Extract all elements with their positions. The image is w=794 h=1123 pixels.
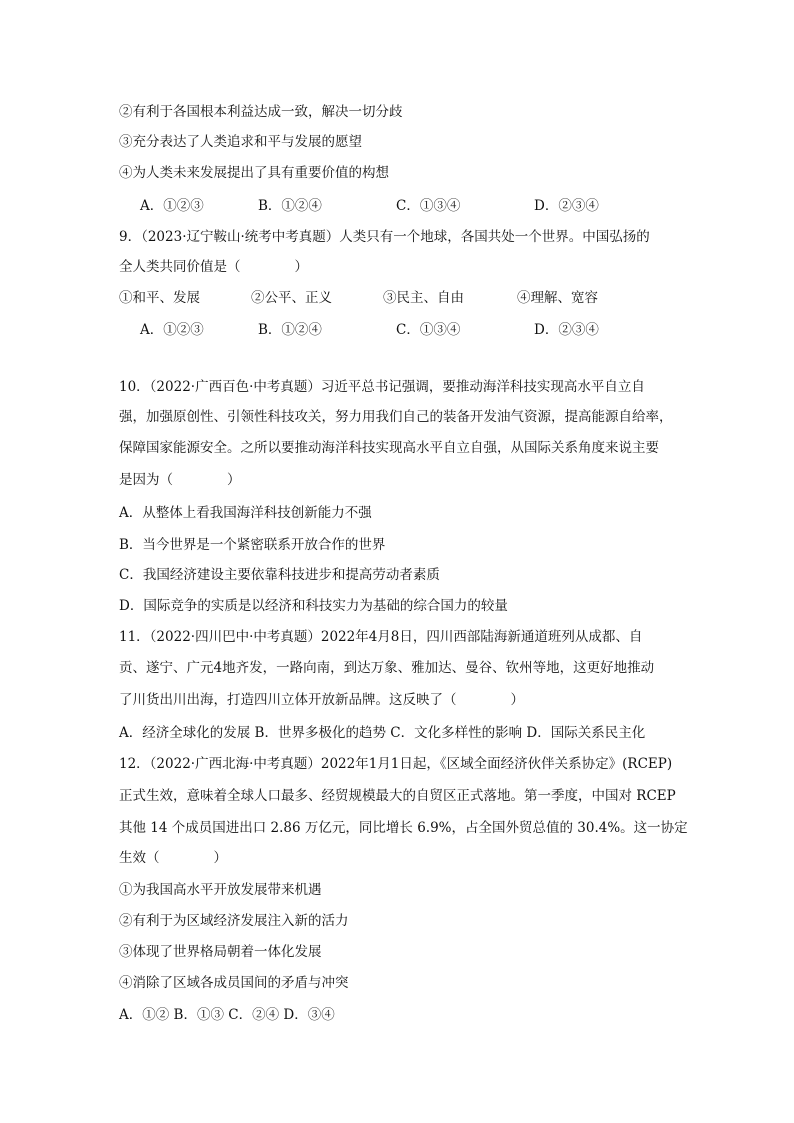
q9-stem-line-1: 9．（2023·辽宁鞍山·统考中考真题）人类只有一个地球，各国共处一个世界。中国弘扬的 — [119, 229, 650, 245]
q10-stem-line-4: 是因为（ ） — [119, 472, 241, 488]
q9-option-d[interactable]: D．②③④ — [534, 322, 599, 338]
q11-stem-line-1: 11．（2022·四川巴中·中考真题）2022年4月8日，四川西部陆海新通道班列从成都、自 — [119, 629, 643, 645]
q9-items — [119, 288, 679, 308]
q10-stem-line-3: 保障国家能源安全。之所以要推动海洋科技实现高水平自立自强，从国际关系角度来说主要 — [119, 440, 659, 456]
q9-stem-line-2: 全人类共同价值是（ ） — [119, 259, 308, 275]
q8-statement-3: ③充分表达了人类追求和平与发展的愿望 — [119, 134, 362, 150]
q8-option-a[interactable]: A．①②③ — [140, 198, 204, 214]
q12-item-1: ①为我国高水平开放发展带来机遇 — [119, 882, 322, 898]
q8-option-c[interactable]: C．①③④ — [396, 198, 461, 214]
q9-item-1: ①和平、发展 — [119, 290, 200, 306]
q12-stem-line-3: 其他 14 个成员国进出口 2.86 万亿元，同比增长 6.9%，占全国外贸总值的 30.4%。这一协定 — [119, 820, 688, 836]
q8-option-d[interactable]: D．②③④ — [534, 198, 599, 214]
q8-options — [140, 196, 660, 216]
q9-option-b[interactable]: B．①②④ — [258, 322, 322, 338]
q10-option-d[interactable]: D．国际竞争的实质是以经济和科技实力为基础的综合国力的较量 — [119, 598, 508, 614]
q9-option-a[interactable]: A．①②③ — [140, 322, 204, 338]
q12-item-4: ④消除了区域各成员国间的矛盾与冲突 — [119, 975, 349, 991]
q12-item-2: ②有利于为区域经济发展注入新的活力 — [119, 913, 349, 929]
q12-stem-line-2: 正式生效，意味着全球人口最多、经贸规模最大的自贸区正式落地。第一季度，中国对 RCEP — [119, 788, 676, 804]
q8-option-b[interactable]: B．①②④ — [258, 198, 322, 214]
q10-stem-line-1: 10．（2022·广西百色·中考真题）习近平总书记强调，要推动海洋科技实现高水平自立自 — [119, 379, 645, 395]
q10-option-c[interactable]: C．我国经济建设主要依靠科技进步和提高劳动者素质 — [119, 567, 440, 583]
q12-item-3: ③体现了世界格局朝着一体化发展 — [119, 944, 322, 960]
q9-item-4: ④理解、宽容 — [517, 290, 598, 306]
q12-stem-line-1: 12．（2022·广西北海·中考真题）2022年1月1日起，《区域全面经济伙伴关系协定》(RCEP) — [119, 756, 673, 772]
q11-stem-line-2: 贡、遂宁、广元4地齐发，一路向南，到达万象、雅加达、曼谷、钦州等地，这更好地推动 — [119, 660, 655, 676]
q8-statement-4: ④为人类未来发展提出了具有重要价值的构想 — [119, 165, 389, 181]
q11-options[interactable]: A．经济全球化的发展 B．世界多极化的趋势 C．文化多样性的影响 D．国际关系民主化 — [119, 725, 646, 741]
q8-statement-2: ②有利于各国根本利益达成一致，解决一切分歧 — [119, 104, 403, 120]
q9-option-c[interactable]: C．①③④ — [396, 322, 461, 338]
q9-item-3: ③民主、自由 — [383, 290, 464, 306]
q9-options — [140, 320, 660, 340]
q12-stem-line-4: 生效（ ） — [119, 850, 227, 866]
q9-item-2: ②公平、正义 — [251, 290, 332, 306]
q10-option-a[interactable]: A．从整体上看我国海洋科技创新能力不强 — [119, 505, 372, 521]
q11-stem-line-3: 了川货出川出海，打造四川立体开放新品牌。这反映了（ ） — [119, 692, 524, 708]
q12-options[interactable]: A．①② B．①③ C．②④ D．③④ — [119, 1007, 335, 1023]
q10-option-b[interactable]: B．当今世界是一个紧密联系开放合作的世界 — [119, 537, 386, 553]
q10-stem-line-2: 强，加强原创性、引领性科技攻关，努力用我们自己的装备开发油气资源，提高能源自给率， — [119, 409, 673, 425]
